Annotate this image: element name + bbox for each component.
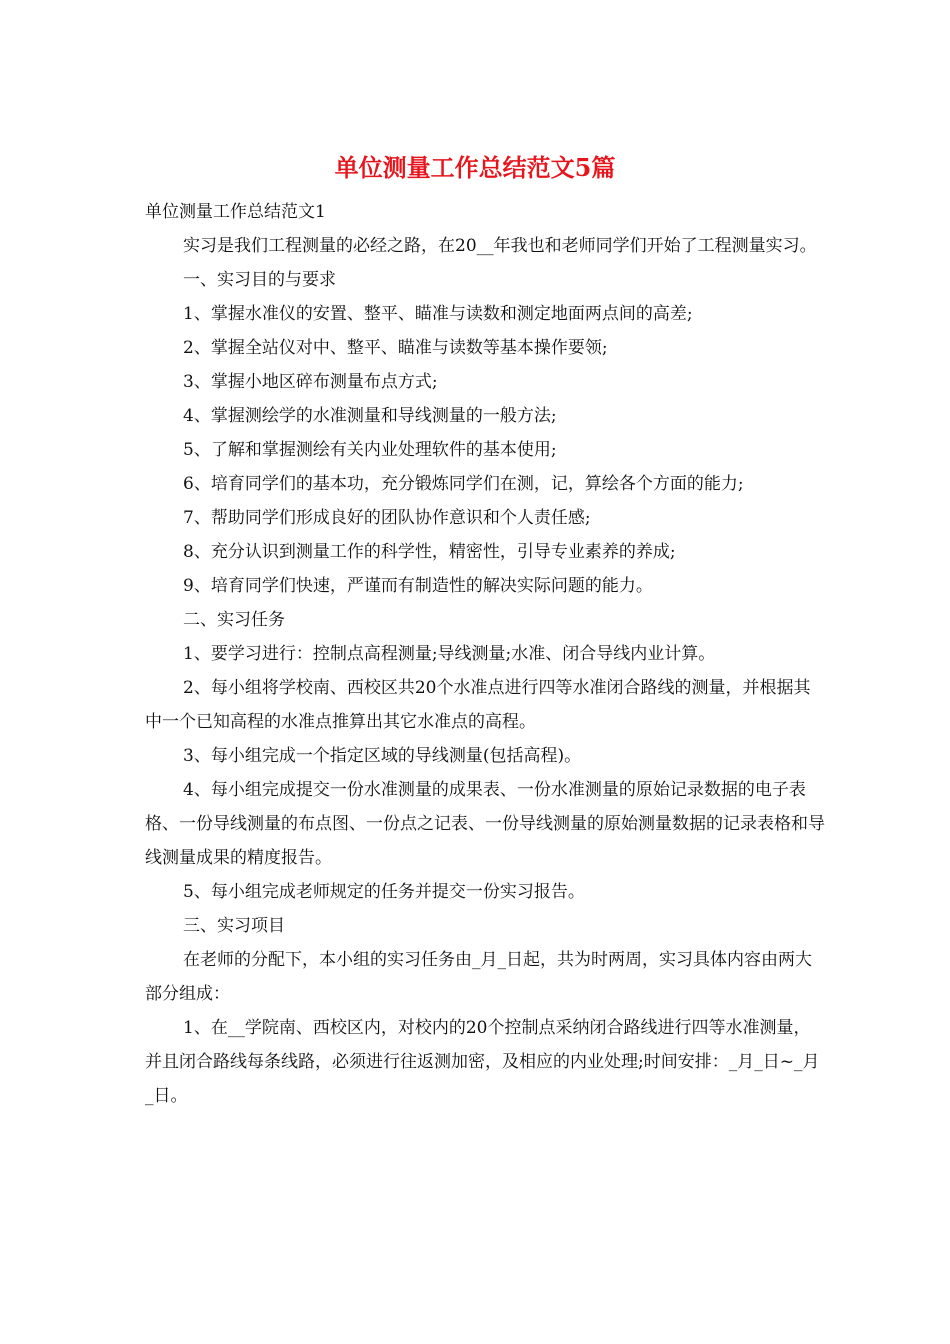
section-heading: 三、实习项目 (183, 916, 285, 936)
document-title: 单位测量工作总结范文5篇 (334, 153, 616, 182)
list-item: 5、了解和掌握测绘有关内业处理软件的基本使用; (183, 440, 557, 460)
list-item: 4、掌握测绘学的水准测量和导线测量的一般方法; (183, 406, 557, 426)
list-item: 8、充分认识到测量工作的科学性，精密性，引导专业素养的养成; (183, 542, 676, 562)
document-body (145, 195, 825, 1113)
list-item: 2、每小组将学校南、西校区共20个水准点进行四等水准闭合路线的测量，并根据其中一个已知高程的水准点推算出其它水准点的高程。 (145, 678, 811, 732)
list-item: 5、每小组完成老师规定的任务并提交一份实习报告。 (183, 882, 585, 902)
list-item: 9、培育同学们快速，严谨而有制造性的解决实际问题的能力。 (183, 576, 653, 596)
paragraph: 在老师的分配下，本小组的实习任务由_月_日起，共为时两周，实习具体内容由两大部分组成： (145, 950, 812, 1004)
list-item: 2、掌握全站仪对中、整平、瞄准与读数等基本操作要领; (183, 338, 608, 358)
section-heading: 一、实习目的与要求 (183, 270, 336, 290)
list-item: 7、帮助同学们形成良好的团队协作意识和个人责任感; (183, 508, 591, 528)
list-item: 1、掌握水准仪的安置、整平、瞄准与读数和测定地面两点间的高差; (183, 304, 693, 324)
list-item: 3、每小组完成一个指定区域的导线测量(包括高程)。 (183, 746, 582, 766)
section-heading: 二、实习任务 (183, 610, 285, 630)
list-item: 1、在__学院南、西校区内，对校内的20个控制点采纳闭合路线进行四等水准测量，并且闭合路线每条线路，必须进行往返测加密，及相应的内业处理;时间安排：_月_日~_月_日。 (145, 1018, 820, 1106)
list-item: 4、每小组完成提交一份水准测量的成果表、一份水准测量的原始记录数据的电子表格、一份导线测量的布点图、一份点之记表、一份导线测量的原始测量数据的记录表格和导线测量成果的精度报告。 (145, 780, 825, 868)
document-subtitle: 单位测量工作总结范文1 (145, 202, 326, 222)
paragraph: 实习是我们工程测量的必经之路，在20__年我也和老师同学们开始了工程测量实习。 (183, 236, 817, 256)
list-item: 6、培育同学们的基本功，充分锻炼同学们在测，记，算绘各个方面的能力; (183, 474, 744, 494)
list-item: 1、要学习进行：控制点高程测量;导线测量;水准、闭合导线内业计算。 (183, 644, 716, 664)
list-item: 3、掌握小地区碎布测量布点方式; (183, 372, 438, 392)
